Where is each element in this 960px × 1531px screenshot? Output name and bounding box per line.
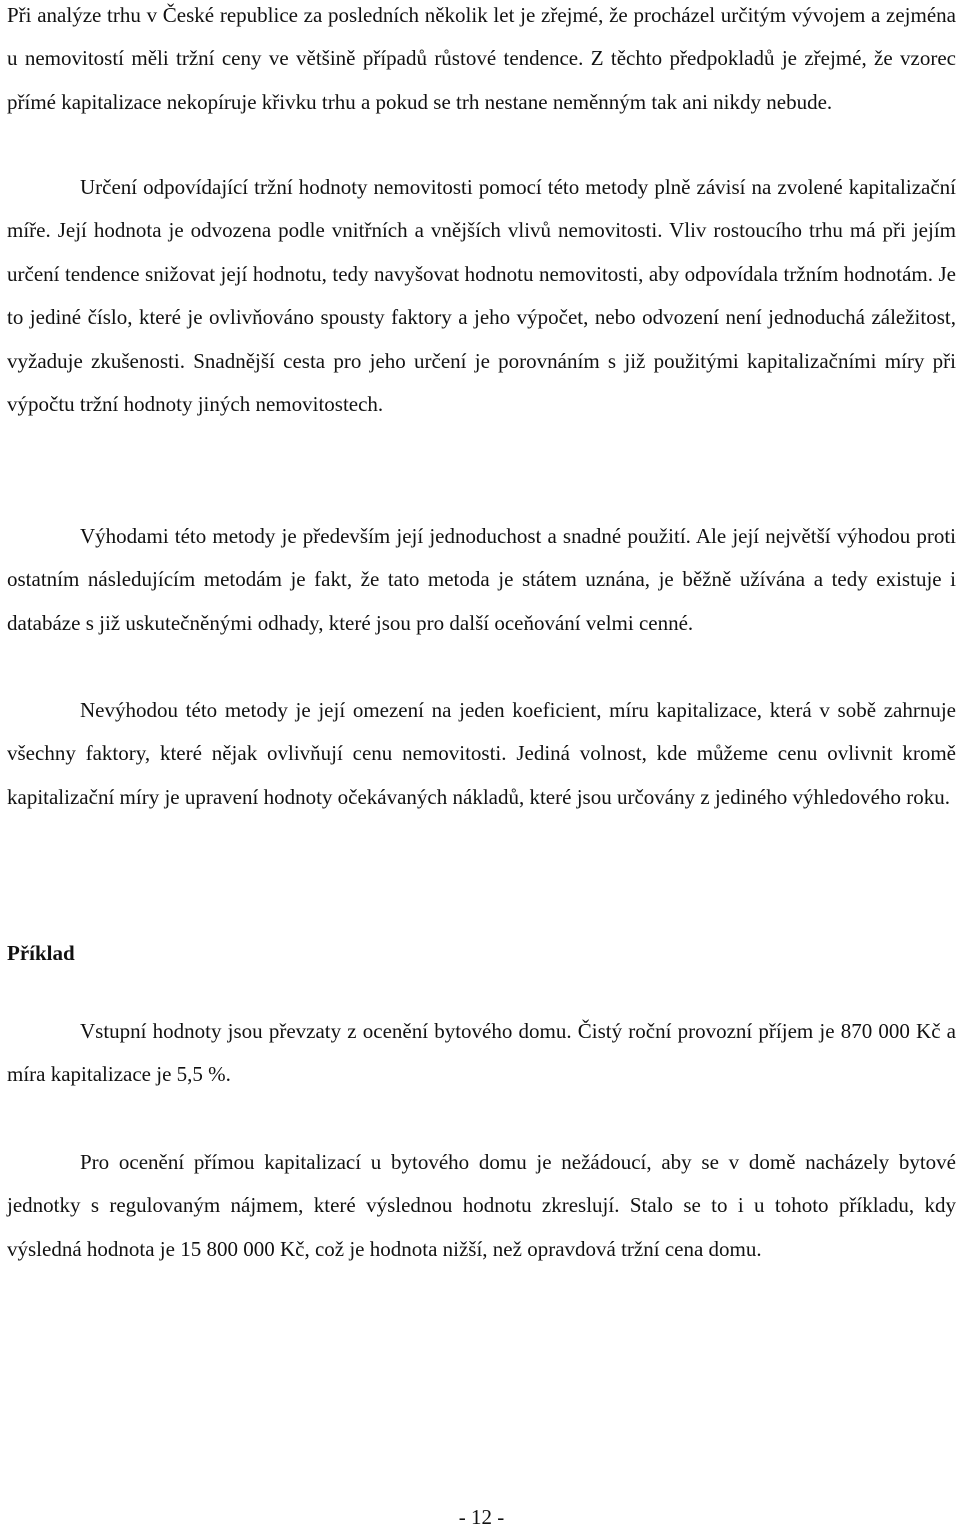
paragraph-market-analysis: Při analýze trhu v České republice za posledních několik let je zřejmé, že procházel určitým vývojem a zejména u nemovitostí měli tržní ceny ve většině případů růstové tendence. Z těchto předpokladů je zřejmé, že vzorec přímé kapitalizace nekopíruje křivku trhu a pokud se trh nestane neměnným tak ani nikdy nebude. (7, 3, 956, 114)
paragraph-example-result: Pro ocenění přímou kapitalizací u bytového domu je nežádoucí, aby se v domě nacházely bytové jednotky s regulovaným nájmem, které výslednou hodnotu zkreslují. Stalo se to i u tohoto příkladu, kdy výsledná hodnota je 15 800 000 Kč, což je hodnota nižší, než opravdová tržní cena domu. (7, 1150, 956, 1261)
paragraph-input-values: Vstupní hodnoty jsou převzaty z ocenění bytového domu. Čistý roční provozní příjem je 870 000 Kč a míra kapitalizace je 5,5 %. (7, 1019, 956, 1087)
document-page (7, 0, 956, 1529)
paragraph-disadvantages: Nevýhodou této metody je její omezení na jeden koeficient, míru kapitalizace, která v sobě zahrnuje všechny faktory, které nějak ovlivňují cenu nemovitosti. Jediná volnost, kde můžeme cenu ovlivnit kromě kapitalizační míry je upravení hodnoty očekávaných nákladů, které jsou určovány z jediného výhledového roku. (7, 698, 956, 809)
page-number: - 12 - (458, 1505, 505, 1529)
paragraph-advantages: Výhodami této metody je především její jednoduchost a snadné použití. Ale její největší výhodou proti ostatním následujícím metodám je fakt, že tato metoda je státem uznána, je běžně užívána a tedy existuje i databáze s již uskutečněnými odhady, které jsou pro další oceňování velmi cenné. (7, 524, 956, 635)
example-heading: Příklad (7, 941, 75, 965)
paragraph-capitalization-rate: Určení odpovídající tržní hodnoty nemovitosti pomocí této metody plně závisí na zvolené kapitalizační míře. Její hodnota je odvozena podle vnitřních a vnějších vlivů nemovitosti. Vliv rostoucího trhu má při jejím určení tendence snižovat její hodnotu, tedy navyšovat hodnotu nemovitosti, aby odpovídala tržním hodnotám. Je to jediné číslo, které je ovlivňováno spousty faktory a jeho výpočet, nebo odvození není jednoduchá záležitost, vyžaduje zkušenosti. Snadnější cesta pro jeho určení je porovnáním s již použitými kapitalizačními míry při výpočtu tržní hodnoty jiných nemovitostech. (7, 175, 956, 417)
